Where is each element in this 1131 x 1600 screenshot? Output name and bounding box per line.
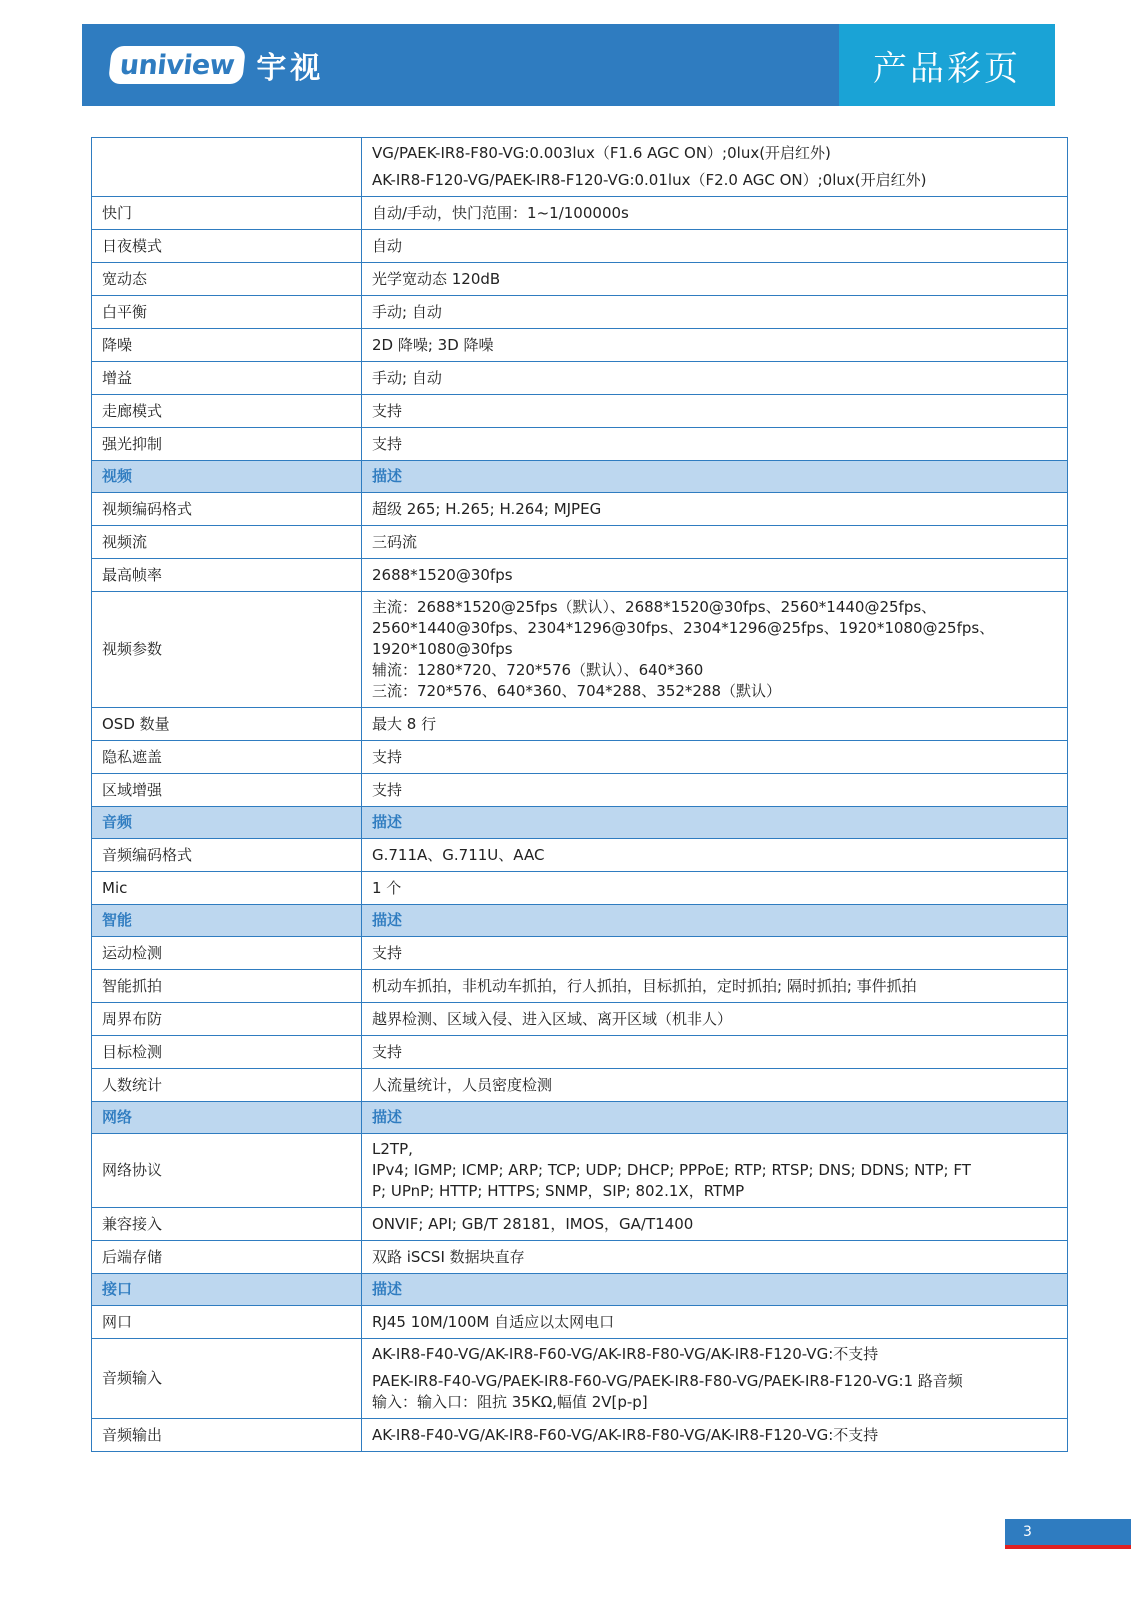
spec-table-body xyxy=(92,138,1068,1452)
header-title-panel xyxy=(839,24,1055,106)
section-title: 智能 xyxy=(92,905,362,937)
spec-value-line: 支持 xyxy=(372,434,403,453)
spec-label: 增益 xyxy=(92,362,362,395)
spec-value xyxy=(362,526,1068,559)
spec-value-line: 支持 xyxy=(372,1042,403,1061)
spec-value-line: PAEK-IR8-F40-VG/PAEK-IR8-F60-VG/PAEK-IR8-F80-VG/PAEK-IR8-F120-VG:1 路音频 xyxy=(372,1372,963,1390)
spec-label: 周界布防 xyxy=(92,1003,362,1036)
table-row xyxy=(92,1036,1068,1069)
brand-area xyxy=(82,24,839,106)
section-desc-header: 描述 xyxy=(362,1102,1068,1134)
table-row xyxy=(92,1419,1068,1452)
section-header-row xyxy=(92,807,1068,839)
spec-value xyxy=(362,839,1068,872)
spec-label: 区域增强 xyxy=(92,774,362,807)
spec-label: 音频输入 xyxy=(92,1339,362,1419)
spec-value xyxy=(362,329,1068,362)
spec-value-line: 超级 265; H.265; H.264; MJPEG xyxy=(372,499,602,518)
table-row xyxy=(92,872,1068,905)
spec-label: 降噪 xyxy=(92,329,362,362)
spec-label: 视频流 xyxy=(92,526,362,559)
spec-value-line: 2D 降噪; 3D 降噪 xyxy=(372,335,494,354)
spec-label: 目标检测 xyxy=(92,1036,362,1069)
spec-value xyxy=(362,774,1068,807)
spec-value-line: 支持 xyxy=(372,943,403,962)
spec-value xyxy=(362,230,1068,263)
spec-value xyxy=(362,395,1068,428)
spec-value xyxy=(362,197,1068,230)
table-row xyxy=(92,937,1068,970)
table-row xyxy=(92,1208,1068,1241)
spec-label: 人数统计 xyxy=(92,1069,362,1102)
section-header-row xyxy=(92,1102,1068,1134)
section-header-row xyxy=(92,905,1068,937)
spec-value-line: L2TP, xyxy=(372,1140,413,1158)
table-row xyxy=(92,1069,1068,1102)
logo-chinese-name: 宇视 xyxy=(256,51,325,86)
spec-value xyxy=(362,1036,1068,1069)
spec-value-line: 1 个 xyxy=(372,878,402,897)
section-title: 音频 xyxy=(92,807,362,839)
spec-value-line: 双路 iSCSI 数据块直存 xyxy=(372,1247,525,1266)
spec-value-line: 最大 8 行 xyxy=(372,714,437,733)
spec-value xyxy=(362,296,1068,329)
spec-label: 白平衡 xyxy=(92,296,362,329)
spec-label: 网口 xyxy=(92,1306,362,1339)
spec-value-line: 支持 xyxy=(372,780,403,799)
spec-label: 视频参数 xyxy=(92,592,362,708)
spec-label xyxy=(92,138,362,197)
table-row xyxy=(92,592,1068,708)
spec-value-line: AK-IR8-F120-VG/PAEK-IR8-F120-VG:0.01lux（F2.0 AGC ON）;0lux(开启红外) xyxy=(372,171,927,189)
spec-value xyxy=(362,1069,1068,1102)
spec-value-line: 输入：输入口：阻抗 35KΩ,幅值 2V[p-p] xyxy=(372,1393,648,1411)
spec-label: Mic xyxy=(92,872,362,905)
table-row xyxy=(92,1339,1068,1419)
spec-value-line: RJ45 10M/100M 自适应以太网电口 xyxy=(372,1312,615,1331)
section-title: 网络 xyxy=(92,1102,362,1134)
table-row xyxy=(92,774,1068,807)
section-header-row xyxy=(92,461,1068,493)
spec-label: 日夜模式 xyxy=(92,230,362,263)
spec-value-line: G.711A、G.711U、AAC xyxy=(372,845,545,864)
spec-value-line: 自动/手动，快门范围：1~1/100000s xyxy=(372,203,629,222)
table-row xyxy=(92,526,1068,559)
table-row xyxy=(92,428,1068,461)
page-title: 产品彩页 xyxy=(873,48,1021,89)
spec-label: 音频输出 xyxy=(92,1419,362,1452)
table-row xyxy=(92,296,1068,329)
table-row xyxy=(92,1134,1068,1208)
table-row xyxy=(92,395,1068,428)
spec-value-line: 三流：720*576、640*360、704*288、352*288（默认） xyxy=(372,682,782,700)
spec-value-line: 2688*1520@30fps xyxy=(372,565,513,584)
spec-value-line: ONVIF; API; GB/T 28181，IMOS，GA/T1400 xyxy=(372,1214,694,1233)
table-row xyxy=(92,1241,1068,1274)
table-row xyxy=(92,559,1068,592)
spec-label: 兼容接入 xyxy=(92,1208,362,1241)
spec-value xyxy=(362,263,1068,296)
table-row xyxy=(92,230,1068,263)
spec-label: 运动检测 xyxy=(92,937,362,970)
spec-label: 音频编码格式 xyxy=(92,839,362,872)
section-desc-header: 描述 xyxy=(362,461,1068,493)
spec-table xyxy=(91,137,1068,1452)
table-row xyxy=(92,839,1068,872)
spec-label: 后端存储 xyxy=(92,1241,362,1274)
spec-value xyxy=(362,970,1068,1003)
table-row xyxy=(92,1306,1068,1339)
table-row xyxy=(92,741,1068,774)
spec-value-line: 手动; 自动 xyxy=(372,368,442,387)
spec-value xyxy=(362,138,1068,197)
table-row xyxy=(92,970,1068,1003)
spec-value xyxy=(362,708,1068,741)
spec-value-line: 光学宽动态 120dB xyxy=(372,269,501,288)
spec-value xyxy=(362,1003,1068,1036)
table-row xyxy=(92,197,1068,230)
spec-value xyxy=(362,1134,1068,1208)
spec-value-line: IPv4; IGMP; ICMP; ARP; TCP; UDP; DHCP; PPPoE; RTP; RTSP; DNS; DDNS; NTP; FT xyxy=(372,1161,971,1179)
section-title: 接口 xyxy=(92,1274,362,1306)
page-number: 3 xyxy=(1005,1519,1131,1549)
spec-label: 网络协议 xyxy=(92,1134,362,1208)
spec-label: 宽动态 xyxy=(92,263,362,296)
spec-value xyxy=(362,1306,1068,1339)
spec-value xyxy=(362,1208,1068,1241)
spec-value-line: 支持 xyxy=(372,747,403,766)
spec-value-line: P; UPnP; HTTP; HTTPS; SNMP，SIP; 802.1X，RTMP xyxy=(372,1182,745,1200)
spec-label: 最高帧率 xyxy=(92,559,362,592)
spec-value xyxy=(362,741,1068,774)
spec-value xyxy=(362,428,1068,461)
spec-value xyxy=(362,592,1068,708)
table-row xyxy=(92,138,1068,197)
spec-value-line: VG/PAEK-IR8-F80-VG:0.003lux（F1.6 AGC ON）;0lux(开启红外) xyxy=(372,144,831,162)
spec-label: 强光抑制 xyxy=(92,428,362,461)
table-row xyxy=(92,329,1068,362)
spec-value-line: AK-IR8-F40-VG/AK-IR8-F60-VG/AK-IR8-F80-VG/AK-IR8-F120-VG:不支持 xyxy=(372,1425,879,1444)
section-desc-header: 描述 xyxy=(362,905,1068,937)
spec-value-line: 支持 xyxy=(372,401,403,420)
spec-value xyxy=(362,1419,1068,1452)
spec-label: 走廊模式 xyxy=(92,395,362,428)
spec-value xyxy=(362,493,1068,526)
section-header-row xyxy=(92,1274,1068,1306)
spec-value xyxy=(362,937,1068,970)
table-row xyxy=(92,362,1068,395)
spec-value-line: 主流：2688*1520@25fps（默认）、2688*1520@30fps、2560*1440@25fps、 xyxy=(372,598,937,616)
spec-value-line: 机动车抓拍，非机动车抓拍，行人抓拍，目标抓拍，定时抓拍; 隔时抓拍; 事件抓拍 xyxy=(372,976,917,995)
spec-label: OSD 数量 xyxy=(92,708,362,741)
spec-value xyxy=(362,1339,1068,1419)
spec-value-line: 2560*1440@30fps、2304*1296@30fps、2304*1296@25fps、1920*1080@25fps、 xyxy=(372,619,995,637)
spec-value-line: 1920*1080@30fps xyxy=(372,640,513,658)
spec-value-line: AK-IR8-F40-VG/AK-IR8-F60-VG/AK-IR8-F80-VG/AK-IR8-F120-VG:不支持 xyxy=(372,1345,879,1363)
table-row xyxy=(92,708,1068,741)
section-title: 视频 xyxy=(92,461,362,493)
table-row xyxy=(92,493,1068,526)
spec-value-line: 辅流：1280*720、720*576（默认）、640*360 xyxy=(372,661,704,679)
spec-value xyxy=(362,559,1068,592)
section-desc-header: 描述 xyxy=(362,1274,1068,1306)
spec-value-line: 越界检测、区域入侵、进入区域、离开区域（机非人） xyxy=(372,1009,733,1028)
spec-value-line: 手动; 自动 xyxy=(372,302,442,321)
page-header xyxy=(82,24,1055,106)
spec-label: 智能抓拍 xyxy=(92,970,362,1003)
spec-label: 视频编码格式 xyxy=(92,493,362,526)
spec-value-line: 自动 xyxy=(372,236,403,255)
spec-value xyxy=(362,872,1068,905)
spec-value xyxy=(362,362,1068,395)
table-row xyxy=(92,263,1068,296)
section-desc-header: 描述 xyxy=(362,807,1068,839)
table-row xyxy=(92,1003,1068,1036)
spec-value-line: 人流量统计，人员密度检测 xyxy=(372,1075,553,1094)
spec-value xyxy=(362,1241,1068,1274)
uniview-logo: uniview xyxy=(108,46,246,84)
spec-label: 隐私遮盖 xyxy=(92,741,362,774)
spec-label: 快门 xyxy=(92,197,362,230)
spec-value-line: 三码流 xyxy=(372,532,418,551)
